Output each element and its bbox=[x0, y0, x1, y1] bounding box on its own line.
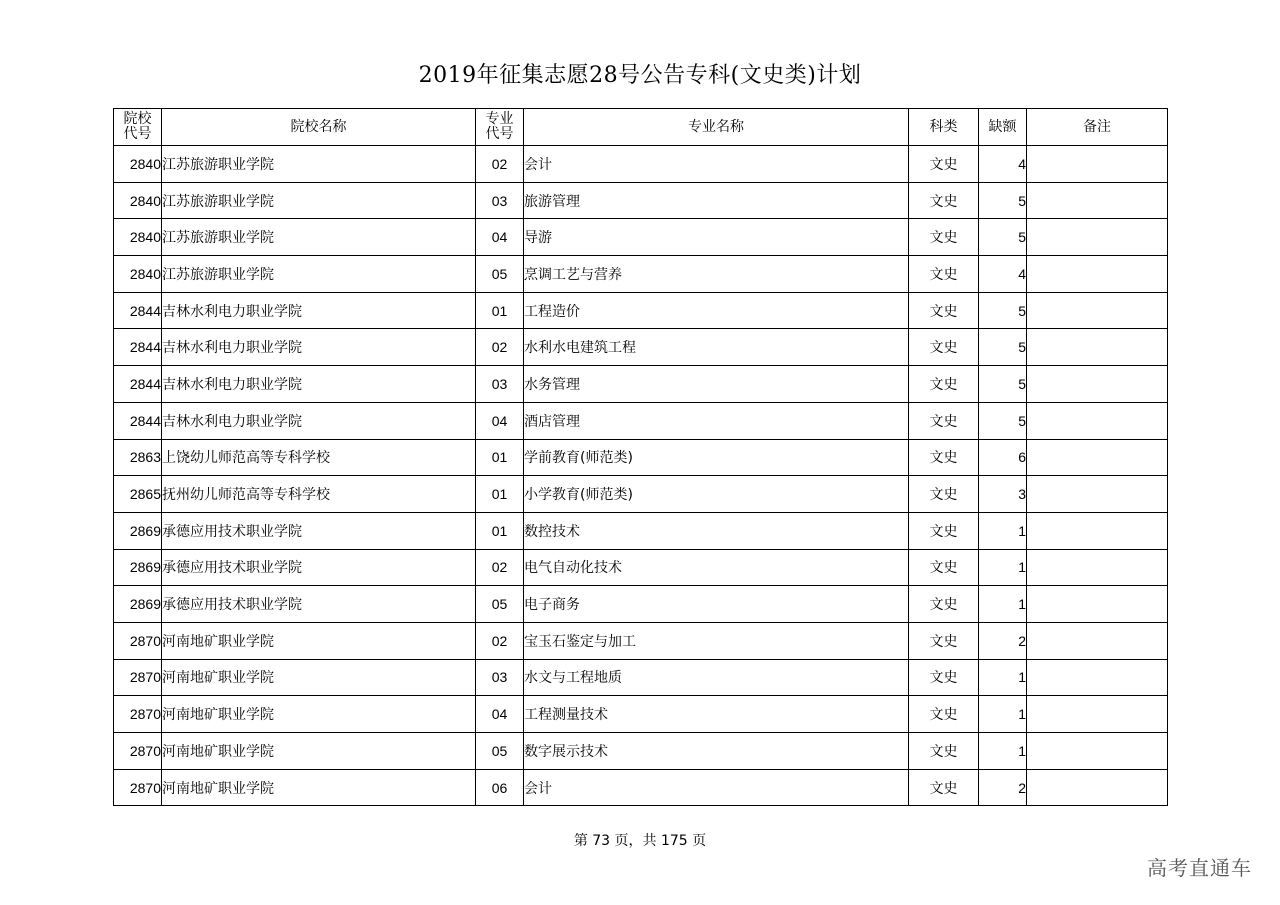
table-row bbox=[114, 439, 1168, 476]
cell-school-code: 2844 bbox=[114, 402, 162, 439]
cell-quota: 1 bbox=[979, 659, 1027, 696]
cell-major-code: 06 bbox=[476, 769, 524, 806]
cell-major-code: 02 bbox=[476, 146, 524, 183]
cell-note bbox=[1027, 549, 1168, 586]
cell-quota: 1 bbox=[979, 512, 1027, 549]
cell-major-code: 01 bbox=[476, 476, 524, 513]
cell-category: 文史 bbox=[909, 733, 979, 770]
table-row bbox=[114, 659, 1168, 696]
cell-major-name: 水利水电建筑工程 bbox=[524, 329, 909, 366]
cell-school-name: 河南地矿职业学院 bbox=[162, 622, 476, 659]
table-row bbox=[114, 292, 1168, 329]
cell-category: 文史 bbox=[909, 219, 979, 256]
cell-major-name: 烹调工艺与营养 bbox=[524, 256, 909, 293]
cell-note bbox=[1027, 586, 1168, 623]
cell-major-code: 02 bbox=[476, 549, 524, 586]
cell-major-code: 03 bbox=[476, 366, 524, 403]
cell-major-code: 05 bbox=[476, 256, 524, 293]
cell-school-code: 2844 bbox=[114, 329, 162, 366]
cell-note bbox=[1027, 733, 1168, 770]
cell-category: 文史 bbox=[909, 439, 979, 476]
cell-quota: 1 bbox=[979, 586, 1027, 623]
header-major-code-line1: 专业 bbox=[485, 111, 514, 127]
cell-category: 文史 bbox=[909, 696, 979, 733]
cell-note bbox=[1027, 769, 1168, 806]
cell-school-code: 2865 bbox=[114, 476, 162, 513]
cell-note bbox=[1027, 219, 1168, 256]
cell-major-name: 酒店管理 bbox=[524, 402, 909, 439]
cell-school-code: 2870 bbox=[114, 696, 162, 733]
cell-school-name: 江苏旅游职业学院 bbox=[162, 256, 476, 293]
cell-major-name: 水文与工程地质 bbox=[524, 659, 909, 696]
cell-major-code: 05 bbox=[476, 586, 524, 623]
header-school-code bbox=[114, 109, 162, 146]
cell-major-name: 旅游管理 bbox=[524, 182, 909, 219]
cell-note bbox=[1027, 146, 1168, 183]
cell-quota: 4 bbox=[979, 256, 1027, 293]
cell-school-name: 江苏旅游职业学院 bbox=[162, 219, 476, 256]
cell-quota: 3 bbox=[979, 476, 1027, 513]
cell-major-name: 学前教育(师范类) bbox=[524, 439, 909, 476]
cell-quota: 2 bbox=[979, 622, 1027, 659]
table-row bbox=[114, 329, 1168, 366]
table-row bbox=[114, 586, 1168, 623]
cell-quota: 5 bbox=[979, 292, 1027, 329]
cell-major-name: 水务管理 bbox=[524, 366, 909, 403]
table-row bbox=[114, 256, 1168, 293]
cell-category: 文史 bbox=[909, 366, 979, 403]
table-row bbox=[114, 769, 1168, 806]
cell-school-code: 2870 bbox=[114, 622, 162, 659]
cell-school-code: 2840 bbox=[114, 146, 162, 183]
cell-major-name: 工程测量技术 bbox=[524, 696, 909, 733]
cell-quota: 2 bbox=[979, 769, 1027, 806]
cell-category: 文史 bbox=[909, 146, 979, 183]
cell-category: 文史 bbox=[909, 292, 979, 329]
header-major-name: 专业名称 bbox=[524, 109, 909, 146]
cell-category: 文史 bbox=[909, 402, 979, 439]
cell-school-code: 2870 bbox=[114, 733, 162, 770]
cell-school-name: 吉林水利电力职业学院 bbox=[162, 402, 476, 439]
cell-major-code: 03 bbox=[476, 659, 524, 696]
page-footer: 第 73 页，共 175 页 bbox=[573, 833, 707, 849]
cell-major-name: 导游 bbox=[524, 219, 909, 256]
cell-school-name: 河南地矿职业学院 bbox=[162, 696, 476, 733]
table-row bbox=[114, 696, 1168, 733]
cell-school-name: 抚州幼儿师范高等专科学校 bbox=[162, 476, 476, 513]
cell-school-name: 江苏旅游职业学院 bbox=[162, 146, 476, 183]
cell-major-code: 01 bbox=[476, 439, 524, 476]
header-major-code bbox=[476, 109, 524, 146]
cell-school-name: 承德应用技术职业学院 bbox=[162, 549, 476, 586]
cell-quota: 5 bbox=[979, 219, 1027, 256]
cell-note bbox=[1027, 329, 1168, 366]
cell-school-code: 2870 bbox=[114, 769, 162, 806]
cell-school-name: 上饶幼儿师范高等专科学校 bbox=[162, 439, 476, 476]
header-school-name: 院校名称 bbox=[162, 109, 476, 146]
cell-major-code: 04 bbox=[476, 402, 524, 439]
cell-category: 文史 bbox=[909, 256, 979, 293]
cell-school-code: 2844 bbox=[114, 292, 162, 329]
cell-school-name: 河南地矿职业学院 bbox=[162, 659, 476, 696]
cell-major-name: 小学教育(师范类) bbox=[524, 476, 909, 513]
cell-major-name: 会计 bbox=[524, 146, 909, 183]
header-major-code-line2: 代号 bbox=[485, 126, 514, 142]
cell-category: 文史 bbox=[909, 182, 979, 219]
cell-note bbox=[1027, 439, 1168, 476]
cell-quota: 1 bbox=[979, 733, 1027, 770]
cell-major-code: 01 bbox=[476, 292, 524, 329]
cell-major-name: 会计 bbox=[524, 769, 909, 806]
table-row bbox=[114, 146, 1168, 183]
cell-quota: 6 bbox=[979, 439, 1027, 476]
cell-major-code: 04 bbox=[476, 219, 524, 256]
cell-quota: 5 bbox=[979, 182, 1027, 219]
table-body bbox=[114, 146, 1168, 806]
cell-note bbox=[1027, 256, 1168, 293]
cell-quota: 5 bbox=[979, 366, 1027, 403]
cell-school-name: 江苏旅游职业学院 bbox=[162, 182, 476, 219]
cell-quota: 1 bbox=[979, 696, 1027, 733]
table-row bbox=[114, 549, 1168, 586]
table-row bbox=[114, 512, 1168, 549]
page-title: 2019年征集志愿28号公告专科(文史类)计划 bbox=[418, 63, 862, 88]
cell-major-code: 04 bbox=[476, 696, 524, 733]
cell-quota: 5 bbox=[979, 402, 1027, 439]
table-row bbox=[114, 733, 1168, 770]
cell-school-name: 河南地矿职业学院 bbox=[162, 769, 476, 806]
cell-school-name: 承德应用技术职业学院 bbox=[162, 586, 476, 623]
cell-school-name: 吉林水利电力职业学院 bbox=[162, 366, 476, 403]
cell-note bbox=[1027, 402, 1168, 439]
header-note: 备注 bbox=[1027, 109, 1168, 146]
cell-major-code: 02 bbox=[476, 329, 524, 366]
cell-school-code: 2869 bbox=[114, 512, 162, 549]
cell-category: 文史 bbox=[909, 329, 979, 366]
cell-major-code: 05 bbox=[476, 733, 524, 770]
cell-category: 文史 bbox=[909, 769, 979, 806]
header-category: 科类 bbox=[909, 109, 979, 146]
table-header-row bbox=[114, 109, 1168, 146]
table-row bbox=[114, 402, 1168, 439]
cell-note bbox=[1027, 512, 1168, 549]
table-row bbox=[114, 622, 1168, 659]
cell-major-name: 宝玉石鉴定与加工 bbox=[524, 622, 909, 659]
cell-note bbox=[1027, 659, 1168, 696]
cell-major-name: 电子商务 bbox=[524, 586, 909, 623]
cell-school-code: 2844 bbox=[114, 366, 162, 403]
cell-category: 文史 bbox=[909, 512, 979, 549]
cell-school-code: 2840 bbox=[114, 219, 162, 256]
cell-note bbox=[1027, 366, 1168, 403]
cell-major-name: 工程造价 bbox=[524, 292, 909, 329]
watermark: 高考直通车 bbox=[1147, 856, 1252, 880]
cell-school-code: 2840 bbox=[114, 256, 162, 293]
header-school-code-line1: 院校 bbox=[123, 111, 152, 127]
cell-category: 文史 bbox=[909, 622, 979, 659]
cell-school-code: 2869 bbox=[114, 586, 162, 623]
cell-school-name: 吉林水利电力职业学院 bbox=[162, 292, 476, 329]
cell-quota: 4 bbox=[979, 146, 1027, 183]
cell-category: 文史 bbox=[909, 549, 979, 586]
cell-major-code: 03 bbox=[476, 182, 524, 219]
cell-major-code: 01 bbox=[476, 512, 524, 549]
cell-note bbox=[1027, 696, 1168, 733]
table-row bbox=[114, 219, 1168, 256]
cell-school-name: 吉林水利电力职业学院 bbox=[162, 329, 476, 366]
cell-school-code: 2840 bbox=[114, 182, 162, 219]
plan-table bbox=[113, 108, 1168, 806]
cell-school-code: 2863 bbox=[114, 439, 162, 476]
cell-school-name: 承德应用技术职业学院 bbox=[162, 512, 476, 549]
table-row bbox=[114, 366, 1168, 403]
cell-school-code: 2870 bbox=[114, 659, 162, 696]
table-row bbox=[114, 476, 1168, 513]
cell-school-name: 河南地矿职业学院 bbox=[162, 733, 476, 770]
cell-major-code: 02 bbox=[476, 622, 524, 659]
cell-note bbox=[1027, 476, 1168, 513]
cell-category: 文史 bbox=[909, 586, 979, 623]
cell-note bbox=[1027, 622, 1168, 659]
cell-note bbox=[1027, 292, 1168, 329]
cell-major-name: 电气自动化技术 bbox=[524, 549, 909, 586]
cell-quota: 1 bbox=[979, 549, 1027, 586]
cell-quota: 5 bbox=[979, 329, 1027, 366]
cell-category: 文史 bbox=[909, 659, 979, 696]
header-quota: 缺额 bbox=[979, 109, 1027, 146]
table-row bbox=[114, 182, 1168, 219]
cell-note bbox=[1027, 182, 1168, 219]
header-school-code-line2: 代号 bbox=[123, 126, 152, 142]
cell-major-name: 数字展示技术 bbox=[524, 733, 909, 770]
cell-major-name: 数控技术 bbox=[524, 512, 909, 549]
cell-category: 文史 bbox=[909, 476, 979, 513]
cell-school-code: 2869 bbox=[114, 549, 162, 586]
